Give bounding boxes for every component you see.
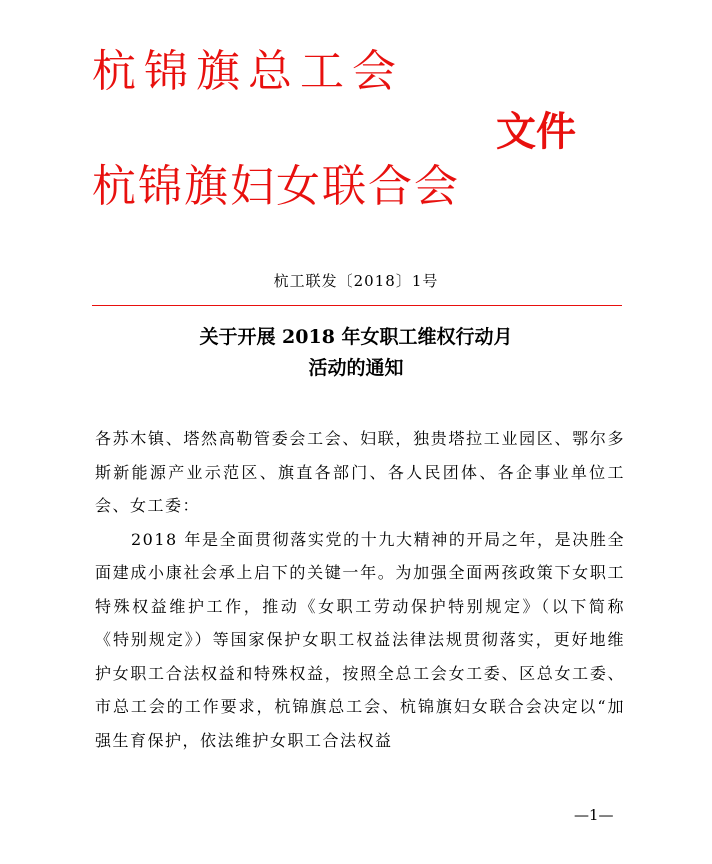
title-line-2: 活动的通知	[308, 357, 404, 379]
notice-title	[0, 322, 712, 384]
body-paragraph: 2018 年是全面贯彻落实党的十九大精神的开局之年，是决胜全面建成小康社会承上启下的关键一年。为加强全面两孩政策下女职工特殊权益维护工作，推动《女职工劳动保护特别规定》（以下简称《特别规定》）等国家保护女职工权益法律法规贯彻落实，更好地维护女职工合法权益和特殊权益，按照全总工会女工委、区总女工委、市总工会的工作要求，杭锦旗总工会、杭锦旗妇女联合会决定以“加强生育保护，依法维护女职工合法权益	[95, 529, 625, 750]
body-text	[95, 422, 625, 757]
red-separator-line	[92, 305, 622, 306]
page-number: —1—	[574, 806, 614, 824]
addressee-paragraph: 各苏木镇、塔然高勒管委会工会、妇联，独贵塔拉工业园区、鄂尔多斯新能源产业示范区、旗直各部门、各人民团体、各企事业单位工会、女工委：	[95, 429, 625, 515]
issuer-line-2: 杭锦旗妇女联合会	[92, 161, 460, 212]
document-word: 文件	[496, 109, 576, 155]
issuer-line-1: 杭锦旗总工会	[92, 46, 404, 97]
title-line-1: 关于开展 2018 年女职工维权行动月	[199, 326, 513, 348]
document-number: 杭工联发〔2018〕1号	[273, 272, 439, 290]
